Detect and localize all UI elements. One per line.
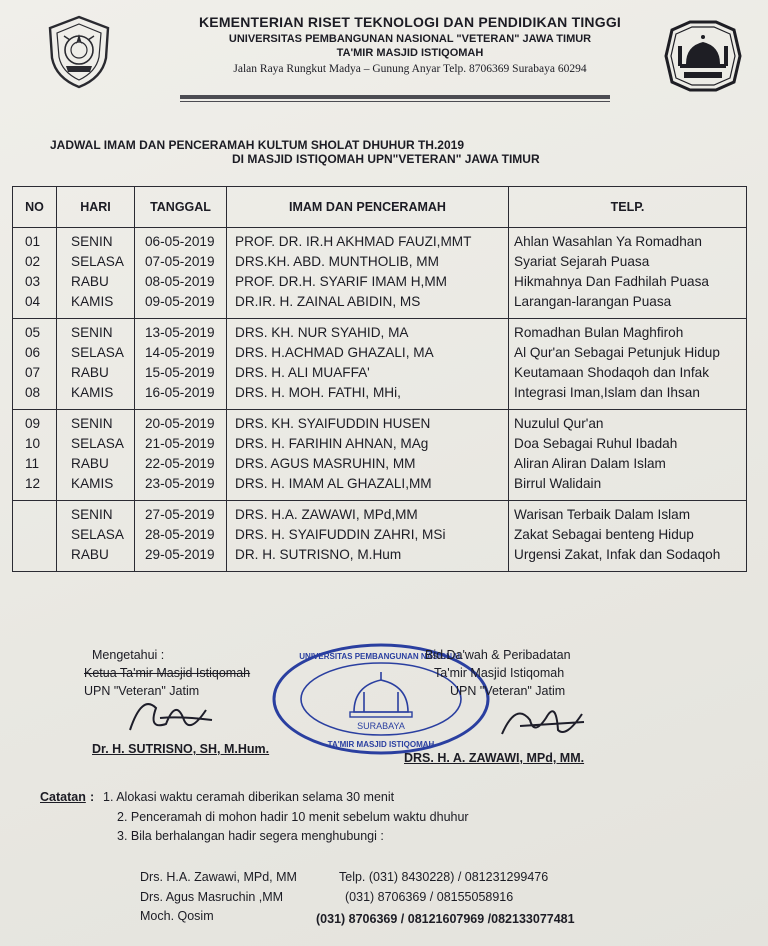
cell-no bbox=[13, 319, 57, 410]
cell-telp bbox=[509, 501, 747, 572]
cell-line: 05 bbox=[25, 325, 41, 340]
right-signatory-role: Ta'mir Masjid Istiqomah bbox=[434, 666, 565, 680]
cell-line: PROF. DR.H. SYARIF IMAM H,MM bbox=[235, 274, 447, 289]
note-item: 3. Bila berhalangan hadir segera menghubungi : bbox=[117, 829, 384, 843]
cell-hari bbox=[57, 501, 135, 572]
cell-imam bbox=[227, 501, 509, 572]
note-item: 2. Penceramah di mohon hadir 10 menit sebelum waktu dhuhur bbox=[117, 810, 469, 824]
cell-tanggal bbox=[135, 501, 227, 572]
cell-line: KAMIS bbox=[71, 294, 114, 309]
cell-tanggal bbox=[135, 410, 227, 501]
cell-line: DRS. H. ALI MUAFFA' bbox=[235, 365, 370, 380]
schedule-group-row bbox=[13, 501, 747, 572]
stamp-city: SURABAYA bbox=[357, 721, 405, 731]
document-title: JADWAL IMAM DAN PENCERAMAH KULTUM SHOLAT DHUHUR TH.2019 bbox=[50, 138, 465, 152]
column-header-no: NO bbox=[13, 187, 57, 228]
cell-line: 23-05-2019 bbox=[145, 476, 215, 491]
cell-line: 03 bbox=[25, 274, 41, 289]
right-signatory-org: UPN "Veteran" Jatim bbox=[450, 684, 566, 698]
cell-line: 12 bbox=[25, 476, 41, 491]
cell-hari bbox=[57, 228, 135, 319]
cell-line: 01 bbox=[25, 234, 41, 249]
schedule-table bbox=[12, 186, 747, 572]
known-by-label: Mengetahui : bbox=[92, 648, 165, 662]
cell-line: 06-05-2019 bbox=[145, 234, 215, 249]
cell-telp bbox=[509, 410, 747, 501]
cell-line: Syariat Sejarah Puasa bbox=[514, 254, 650, 269]
cell-line: Keutamaan Shodaqoh dan Infak bbox=[514, 365, 709, 380]
cell-line: 27-05-2019 bbox=[145, 507, 215, 522]
cell-line: 14-05-2019 bbox=[145, 345, 215, 360]
letterhead-university: UNIVERSITAS PEMBANGUNAN NASIONAL "VETERAN" JAWA TIMUR bbox=[228, 33, 592, 45]
cell-line: SENIN bbox=[71, 416, 113, 431]
cell-imam bbox=[227, 410, 509, 501]
cell-line: DRS. H.A. ZAWAWI, MPd,MM bbox=[235, 507, 418, 522]
cell-no bbox=[13, 501, 57, 572]
cell-line: 10 bbox=[25, 436, 41, 451]
left-signature-icon bbox=[120, 690, 220, 742]
cell-line: SENIN bbox=[71, 507, 113, 522]
column-header-hari: HARI bbox=[57, 187, 135, 228]
cell-line bbox=[25, 525, 56, 545]
stamp-top-text: UNIVERSITAS PEMBANGUNAN NASIONAL bbox=[299, 652, 463, 661]
cell-telp bbox=[509, 228, 747, 319]
mosque-logo-icon bbox=[664, 20, 742, 92]
cell-line: KAMIS bbox=[71, 476, 114, 491]
cell-tanggal bbox=[135, 228, 227, 319]
letterhead-rule bbox=[180, 95, 610, 99]
cell-line: DRS. H.ACHMAD GHAZALI, MA bbox=[235, 345, 434, 360]
cell-line: RABU bbox=[71, 365, 109, 380]
right-signatory-dept: Bid.Da'wah & Peribadatan bbox=[425, 648, 571, 662]
letterhead-rule-thin bbox=[180, 101, 610, 102]
cell-line: Integrasi Iman,Islam dan Ihsan bbox=[514, 385, 700, 400]
column-header-imam: IMAM DAN PENCERAMAH bbox=[227, 187, 509, 228]
cell-line: RABU bbox=[71, 456, 109, 471]
cell-line: 07 bbox=[25, 365, 41, 380]
cell-line: DRS. H. FARIHIN AHNAN, MAg bbox=[235, 436, 429, 451]
cell-line: 07-05-2019 bbox=[145, 254, 215, 269]
cell-line: 15-05-2019 bbox=[145, 365, 215, 380]
cell-line: DRS. H. IMAM AL GHAZALI,MM bbox=[235, 476, 432, 491]
cell-imam bbox=[227, 319, 509, 410]
right-signature-icon bbox=[490, 696, 590, 746]
contact-name: Drs. Agus Masruchin ,MM bbox=[140, 890, 284, 904]
cell-line: SENIN bbox=[71, 234, 113, 249]
cell-line: Romadhan Bulan Maghfiroh bbox=[514, 325, 684, 340]
cell-line: 04 bbox=[25, 294, 41, 309]
letterhead-takmir: TA'MIR MASJID ISTIQOMAH bbox=[336, 47, 484, 59]
cell-line: DRS. H. MOH. FATHI, MHi, bbox=[235, 385, 401, 400]
cell-line: 16-05-2019 bbox=[145, 385, 215, 400]
letterhead-ministry: KEMENTERIAN RISET TEKNOLOGI DAN PENDIDIKAN TINGGI bbox=[198, 14, 622, 30]
cell-line: Ahlan Wasahlan Ya Romadhan bbox=[514, 234, 702, 249]
cell-hari bbox=[57, 410, 135, 501]
cell-line: DRS. KH. SYAIFUDDIN HUSEN bbox=[235, 416, 431, 431]
column-header-telp: TELP. bbox=[509, 187, 747, 228]
left-signatory-org: UPN "Veteran" Jatim bbox=[84, 684, 200, 698]
cell-line: SELASA bbox=[71, 345, 124, 360]
cell-line: Zakat Sebagai benteng Hidup bbox=[514, 527, 694, 542]
cell-line: DRS. KH. NUR SYAHID, MA bbox=[235, 325, 409, 340]
cell-no bbox=[13, 410, 57, 501]
university-emblem-icon bbox=[44, 14, 114, 90]
cell-tanggal bbox=[135, 319, 227, 410]
cell-line bbox=[25, 545, 56, 565]
cell-line bbox=[25, 505, 56, 525]
right-signatory-name: DRS. H. A. ZAWAWI, MPd, MM. bbox=[404, 751, 585, 765]
cell-line: Warisan Terbaik Dalam Islam bbox=[514, 507, 691, 522]
cell-line: DRS.KH. ABD. MUNTHOLIB, MM bbox=[235, 254, 439, 269]
schedule-group-row bbox=[13, 410, 747, 501]
cell-line: 08-05-2019 bbox=[145, 274, 215, 289]
contact-name: Moch. Qosim bbox=[140, 909, 214, 923]
cell-line: Doa Sebagai Ruhul Ibadah bbox=[514, 436, 678, 451]
left-signatory-name: Dr. H. SUTRISNO, SH, M.Hum. bbox=[92, 742, 270, 756]
cell-line: 21-05-2019 bbox=[145, 436, 215, 451]
cell-line: DRS. AGUS MASRUHIN, MM bbox=[235, 456, 416, 471]
cell-line: Larangan-larangan Puasa bbox=[514, 294, 672, 309]
contact-phone: (031) 8706369 / 08121607969 /082133077481 bbox=[316, 912, 575, 926]
schedule-group-row bbox=[13, 319, 747, 410]
notes-label: Catatan bbox=[40, 790, 86, 804]
cell-no bbox=[13, 228, 57, 319]
cell-line: 06 bbox=[25, 345, 41, 360]
cell-line: 20-05-2019 bbox=[145, 416, 215, 431]
cell-line: DR.IR. H. ZAINAL ABIDIN, MS bbox=[235, 294, 421, 309]
table-header-row bbox=[13, 187, 747, 228]
cell-line: Nuzulul Qur'an bbox=[514, 416, 604, 431]
cell-line: 22-05-2019 bbox=[145, 456, 215, 471]
left-signatory-role: Ketua Ta'mir Masjid Istiqomah bbox=[84, 666, 251, 680]
cell-line: Birrul Walidain bbox=[514, 476, 602, 491]
note-item: 1. Alokasi waktu ceramah diberikan selama 30 menit bbox=[103, 790, 395, 804]
cell-line: 09-05-2019 bbox=[145, 294, 215, 309]
cell-line: SENIN bbox=[71, 325, 113, 340]
cell-line: 29-05-2019 bbox=[145, 547, 215, 562]
cell-telp bbox=[509, 319, 747, 410]
cell-line: Hikmahnya Dan Fadhilah Puasa bbox=[514, 274, 709, 289]
contact-phone: Telp. (031) 8430228) / 081231299476 bbox=[339, 870, 549, 884]
column-header-tanggal: TANGGAL bbox=[135, 187, 227, 228]
cell-line: KAMIS bbox=[71, 385, 114, 400]
cell-line: Aliran Aliran Dalam Islam bbox=[514, 456, 666, 471]
cell-line: SELASA bbox=[71, 527, 124, 542]
cell-line: 09 bbox=[25, 416, 41, 431]
cell-hari bbox=[57, 319, 135, 410]
cell-line: 08 bbox=[25, 385, 41, 400]
cell-line: SELASA bbox=[71, 436, 124, 451]
cell-line: RABU bbox=[71, 547, 109, 562]
cell-line: 02 bbox=[25, 254, 41, 269]
cell-imam bbox=[227, 228, 509, 319]
letterhead-address: Jalan Raya Rungkut Madya – Gunung Anyar Telp. 8706369 Surabaya 60294 bbox=[233, 63, 587, 75]
contact-phone: (031) 8706369 / 08155058916 bbox=[345, 890, 514, 904]
cell-line: PROF. DR. IR.H AKHMAD FAUZI,MMT bbox=[235, 234, 472, 249]
cell-line: Urgensi Zakat, Infak dan Sodaqoh bbox=[514, 547, 721, 562]
cell-line: DR. H. SUTRISNO, M.Hum bbox=[235, 547, 402, 562]
notes-colon: : bbox=[90, 790, 95, 804]
cell-line: 28-05-2019 bbox=[145, 527, 215, 542]
cell-line: 11 bbox=[25, 456, 40, 471]
document-subtitle: DI MASJID ISTIQOMAH UPN"VETERAN" JAWA TIMUR bbox=[232, 152, 540, 166]
cell-line: 13-05-2019 bbox=[145, 325, 215, 340]
contact-name: Drs. H.A. Zawawi, MPd, MM bbox=[140, 870, 297, 884]
schedule-group-row bbox=[13, 228, 747, 319]
cell-line: RABU bbox=[71, 274, 109, 289]
cell-line: DRS. H. SYAIFUDDIN ZAHRI, MSi bbox=[235, 527, 446, 542]
cell-line: SELASA bbox=[71, 254, 124, 269]
cell-line: Al Qur'an Sebagai Petunjuk Hidup bbox=[514, 345, 720, 360]
stamp-bottom-text: TA'MIR MASJID ISTIQOMAH bbox=[327, 740, 435, 749]
